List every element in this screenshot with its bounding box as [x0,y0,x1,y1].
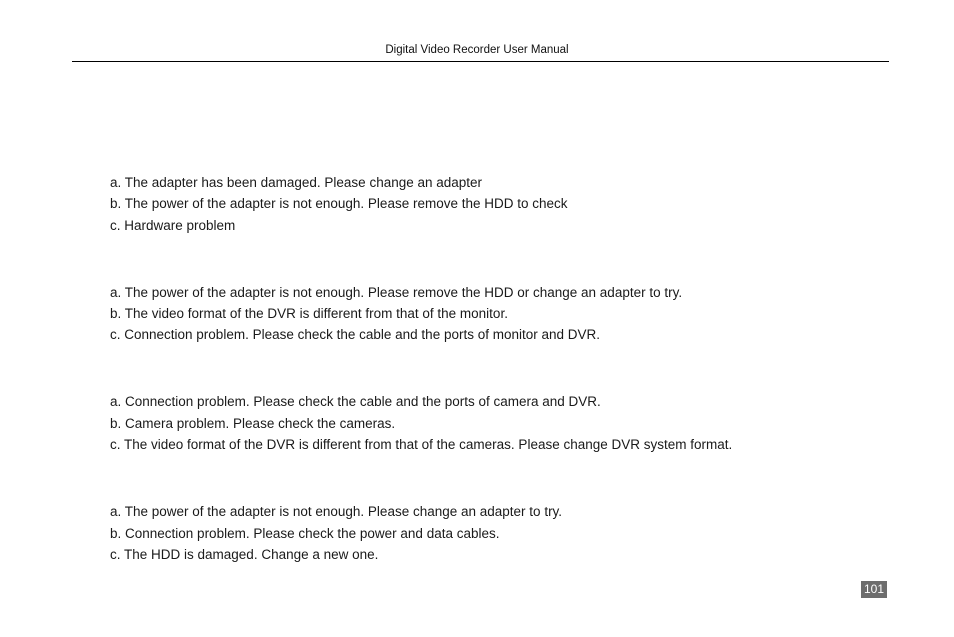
page-number: 101 [861,581,887,598]
list-item: c. Hardware problem [110,218,236,233]
list-item: c. Connection problem. Please check the cable and the ports of monitor and DVR. [110,327,601,342]
list-item: a. Connection problem. Please check the cable and the ports of camera and DVR. [110,394,601,409]
list-item: c. The HDD is damaged. Change a new one. [110,547,379,562]
list-item: a. The power of the adapter is not enough. Please change an adapter to try. [110,504,563,519]
list-item: b. The video format of the DVR is different from that of the monitor. [110,306,508,321]
list-item: a. The power of the adapter is not enough. Please remove the HDD or change an adapter to try. [110,285,683,300]
list-item: c. The video format of the DVR is different from that of the cameras. Please change DVR system format. [110,437,733,452]
header-title: Digital Video Recorder User Manual [385,44,569,56]
list-item: b. Camera problem. Please check the cameras. [110,416,396,431]
list-item: b. The power of the adapter is not enough. Please remove the HDD to check [110,196,568,211]
list-item: a. The adapter has been damaged. Please change an adapter [110,175,483,190]
header-divider [72,61,889,62]
list-item: b. Connection problem. Please check the power and data cables. [110,526,500,541]
